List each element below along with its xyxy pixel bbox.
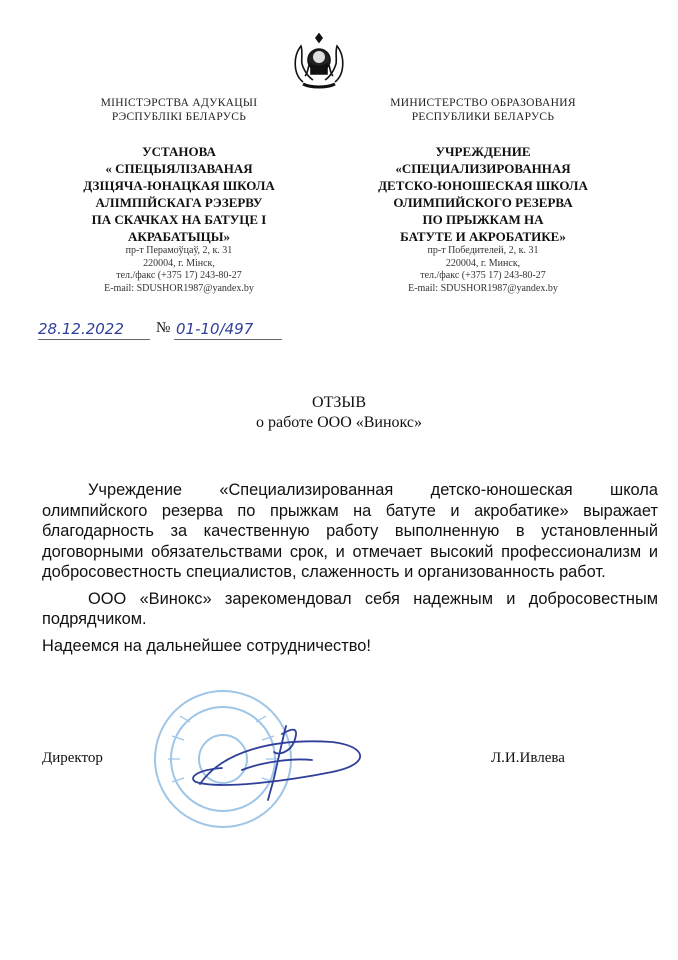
belarus-emblem-icon: [289, 30, 349, 92]
document-subtitle: о работе ООО «Винокс»: [255, 414, 423, 431]
contact-address-ru: пр-т Победителей, 2, к. 31: [427, 245, 539, 256]
contact-phone-ru: тел./факс (+375 17) 243-80-27: [420, 270, 546, 281]
reference-number: 01-10/497: [176, 320, 254, 338]
signatory-position: Директор: [42, 750, 103, 766]
institution-name-be-line: УСТАНОВА: [142, 144, 216, 159]
institution-name-be-line: ДЗІЦЯЧА-ЮНАЦКАЯ ШКОЛА: [83, 178, 275, 193]
institution-name-be-line: АКРАБАТЫЦЫ»: [128, 229, 230, 244]
header-right: [348, 96, 618, 295]
contact-address-be: пр-т Перамоўцаў, 2, к. 31: [125, 245, 233, 256]
reference-number-prefix: №: [156, 320, 171, 336]
body-paragraph-1: Учреждение «Специализированная детско-юношеская школа олимпийского резерва по прыжкам на батуте и акробатике» выражает благодарность за качественную работу выполненную в установленный договорными обязательствами срок, и отмечает высокий профессионализм и добросовестность специалистов, слаженность и организованность работ.: [42, 481, 658, 581]
institution-name-ru-line: ДЕТСКО-ЮНОШЕСКАЯ ШКОЛА: [378, 178, 588, 193]
document-body: [42, 480, 658, 656]
ministry-name-ru-line2: РЕСПУБЛИКИ БЕЛАРУСЬ: [411, 111, 555, 123]
contact-email-ru: E-mail: SDUSHOR1987@yandex.by: [408, 282, 558, 294]
signatory-name: Л.И.Ивлева: [491, 750, 565, 766]
ministry-name-be-line2: РЭСПУБЛІКІ БЕЛАРУСЬ: [111, 111, 247, 123]
ministry-name-be-line1: МІНІСТЭРСТВА АДУКАЦЫІ: [100, 97, 258, 109]
institution-name-be-line: АЛІМПІЙСКАГА РЭЗЕРВУ: [95, 195, 263, 210]
body-paragraph-2: ООО «Винокс» зарекомендовал себя надежным и добросовестным подрядчиком.: [42, 589, 658, 628]
reference-line: [38, 318, 288, 344]
institution-name-be-line: ПА СКАЧКАХ НА БАТУЦЕ І: [91, 212, 267, 227]
header-left: [56, 96, 302, 295]
contact-city-be: 220004, г. Мінск,: [143, 257, 215, 269]
institution-name-ru-line: ОЛИМПИЙСКОГО РЕЗЕРВА: [393, 195, 573, 210]
institution-name-ru-line: «СПЕЦИАЛИЗИРОВАННАЯ: [395, 161, 571, 176]
institution-name-ru-line: ПО ПРЫЖКАМ НА: [422, 212, 544, 227]
reference-date-underline: [38, 339, 150, 340]
handwritten-signature-icon: [182, 712, 382, 808]
institution-name-ru-line: УЧРЕЖДЕНИЕ: [435, 144, 531, 159]
document-title: ОТЗЫВ: [312, 394, 366, 411]
contact-email-be: E-mail: SDUSHOR1987@yandex.by: [104, 282, 254, 294]
institution-name-be-line: « СПЕЦЫЯЛІЗАВАНАЯ: [105, 161, 253, 176]
contact-city-ru: 220004, г. Минск,: [445, 257, 521, 269]
reference-number-underline: [174, 339, 282, 340]
ministry-name-ru-line1: МИНИСТЕРСТВО ОБРАЗОВАНИЯ: [390, 97, 576, 109]
contact-phone-be: тел./факс (+375 17) 243-80-27: [116, 270, 242, 281]
institution-name-ru-line: БАТУТЕ И АКРОБАТИКЕ»: [400, 229, 566, 244]
reference-date: 28.12.2022: [38, 320, 124, 338]
body-paragraph-3: Надеемся на дальнейшее сотрудничество!: [42, 636, 371, 655]
